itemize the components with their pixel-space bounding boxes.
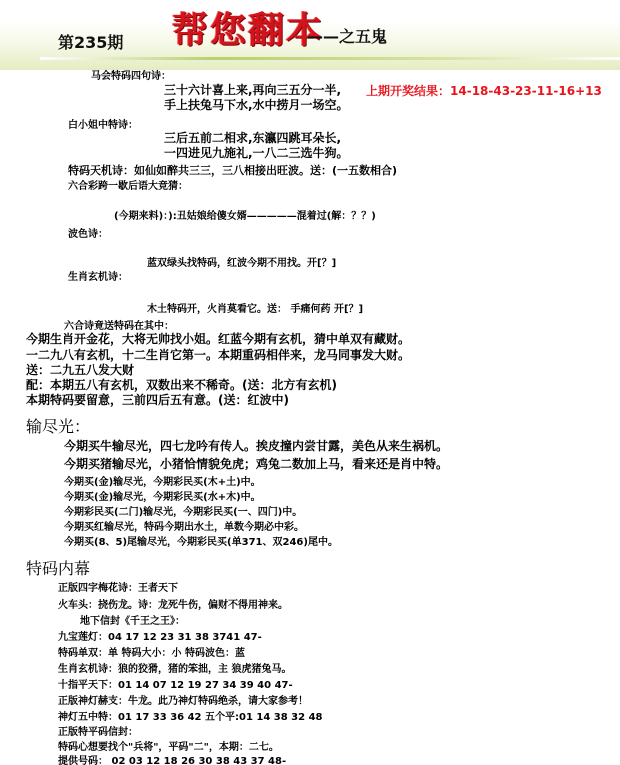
shengxiao-poem-text: 木土特码开，火肖莫看它。送： 手痛何药 开[？] bbox=[147, 304, 364, 315]
shujinguang-line: 今期买红输尽光，特码今期出水土，单数今期必中彩。 bbox=[64, 522, 304, 533]
bold-line: 今期生肖开金花，大将无帅找小姐。红蓝今期有玄机，猜中单双有藏财。 bbox=[26, 332, 411, 346]
temaneimu-line: 正版四字梅花诗：王者天下 bbox=[58, 583, 178, 594]
temaneimu-line: 正版特平码信封： bbox=[58, 727, 138, 738]
mahui-poem-label: 马会特码四句诗： bbox=[91, 71, 171, 82]
bose-poem-label: 波色诗： bbox=[68, 229, 108, 240]
temaneimu-heading: 特码内幕 bbox=[26, 559, 91, 578]
temaneimu-line: 火车头：挠伤龙。诗：龙死牛伤，偏财不得用神来。 bbox=[58, 600, 288, 611]
shujinguang-heading: 输尽光： bbox=[26, 417, 91, 436]
xiehouyu-label: 六合彩跨一歇后语大竞猜： bbox=[68, 181, 188, 192]
temaneimu-line: 提供号码： 02 03 12 18 26 30 38 43 37 48- bbox=[58, 756, 287, 765]
bold-line: 一二九八有玄机，十二生肖它第一。本期重码相伴来，龙马同事发大财。 bbox=[26, 348, 411, 362]
bold-line: 送：二九五八发大财 bbox=[26, 363, 135, 377]
bold-line: 本期特码要留意，三前四后五有意。(送：红波中) bbox=[26, 393, 289, 407]
last-result-value: 14-18-43-23-11-16+13 bbox=[450, 84, 602, 98]
temaneimu-line: 特码心想要找个"兵将"，平码"二"，本期：二七。 bbox=[58, 742, 279, 753]
shujinguang-line: 今期买猪输尽光，小猪恰情貌免虎；鸡兔二数加上马，看来还是肖中特。 bbox=[64, 457, 449, 471]
last-result bbox=[366, 82, 602, 99]
shujinguang-line: 今期买(金)输尽光，今期彩民买(木+土)中。 bbox=[64, 477, 261, 488]
shengxiao-poem-label: 生肖玄机诗： bbox=[68, 272, 128, 283]
bose-poem-text: 蓝双绿头找特码，红波今期不用找。开[？] bbox=[147, 258, 337, 269]
xiehouyu-text: (今期来料)：):丑姑娘给傻女婿—————混着过(解：？？) bbox=[114, 211, 376, 222]
mahui-poem-line: 手上扶兔马下水,水中捞月一场空。 bbox=[164, 98, 349, 112]
baixiaojie-poem-label: 白小姐中特诗： bbox=[68, 120, 138, 131]
shujinguang-line: 今期彩民买(二门)输尽光，今期彩民买(一、四门)中。 bbox=[64, 507, 303, 518]
mahui-poem-line: 三十六计喜上来,再向三五分一半, bbox=[164, 83, 342, 97]
temaneimu-line: 九宝莲灯：04 17 12 23 31 38 3741 47- bbox=[58, 632, 262, 643]
temaneimu-line: 特码单双：单 特码大小：小 特码波色：蓝 bbox=[58, 648, 245, 659]
main-title: 帮您翻本 bbox=[172, 9, 325, 51]
temaneimu-line: 神灯五中特：01 17 33 36 42 五个平:01 14 38 32 48 bbox=[58, 712, 323, 723]
temaneimu-line: 生肖玄机诗：狼的狡猾，猪的笨拙，主 狼虎猪兔马。 bbox=[58, 664, 292, 675]
temaneimu-line: 正版神灯赫支：牛龙。此乃神灯特码绝杀，请大家参考！ bbox=[58, 696, 308, 707]
header-divider bbox=[40, 57, 620, 60]
shujinguang-line: 今期买(金)输尽光，今期彩民买(水+木)中。 bbox=[64, 492, 261, 503]
last-result-label: 上期开奖结果： bbox=[366, 84, 451, 98]
shujinguang-line: 今期买(8、5)尾输尽光，今期彩民买(单371、双246)尾中。 bbox=[64, 537, 338, 548]
issue-number: 第235期 bbox=[58, 33, 124, 52]
sub-title: ——之五鬼 bbox=[307, 27, 388, 46]
liuhe-poem-label: 六合诗竟送特码在其中： bbox=[64, 321, 174, 332]
temaneimu-line: 地下信封《千王之王》： bbox=[80, 616, 185, 627]
baixiaojie-poem-line: 三后五前二相求,东瀛四跳耳朵长, bbox=[164, 131, 342, 145]
temaneimu-line: 十指平天下：01 14 07 12 19 27 34 39 40 47- bbox=[58, 680, 293, 691]
shujinguang-line: 今期买牛输尽光，四七龙吟有传人。挨皮撞内尝甘露，美色从来生祸机。 bbox=[64, 439, 449, 453]
bold-line: 配：本期五八有玄机，双数出来不稀奇。(送：北方有玄机) bbox=[26, 378, 337, 392]
tianji-poem: 特码天机诗：如仙如醉共三三，三八相接出旺波。送：(一五数相合) bbox=[68, 164, 398, 177]
baixiaojie-poem-line: 一四进见九施礼,一八二三选牛狗。 bbox=[164, 146, 349, 160]
